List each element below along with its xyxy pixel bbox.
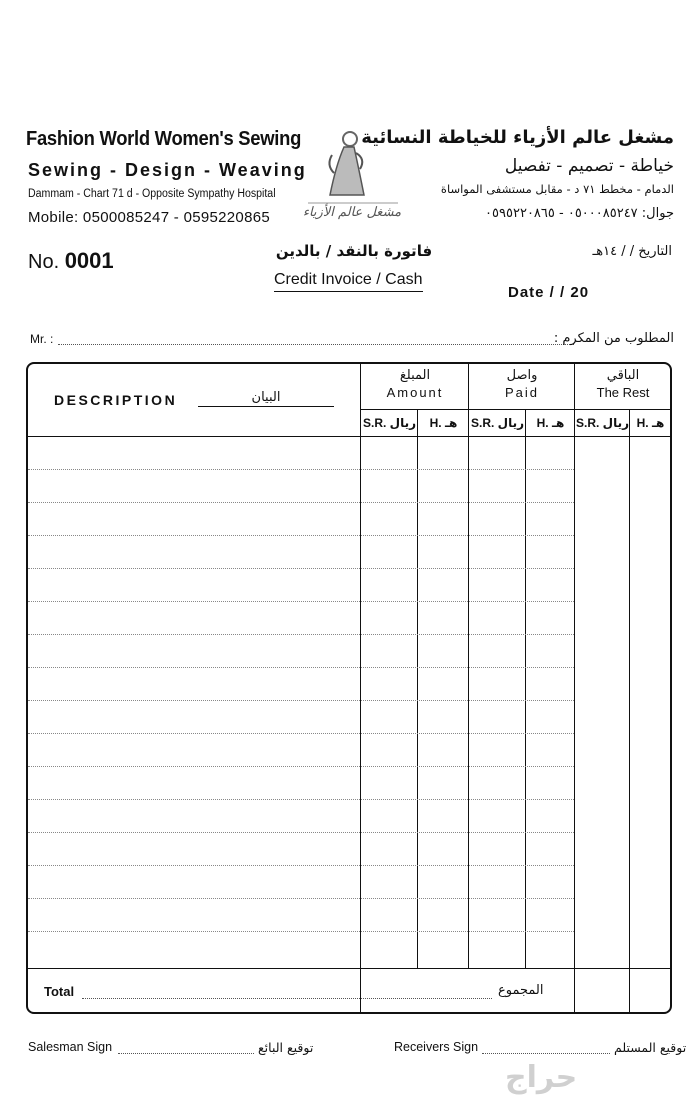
customer-label-ar: المطلوب من المكرم :: [553, 331, 674, 346]
rest-sr-header: S.R. ريال: [576, 416, 630, 430]
shop-services-ar: خياطة - تصميم - تفصيل: [504, 156, 674, 176]
entry-row[interactable]: [28, 832, 574, 833]
col-divider: [629, 409, 630, 1014]
entry-row[interactable]: [28, 898, 574, 899]
invoice-type-ar: فاتورة بالنقد / بالدين: [275, 242, 433, 260]
rest-h-header: H. هـ: [636, 416, 665, 430]
items-table: [26, 362, 672, 1014]
entry-row[interactable]: [28, 568, 574, 569]
entry-row[interactable]: [28, 865, 574, 866]
total-field[interactable]: [82, 998, 492, 999]
logo-caption: مشغل عالم الأزياء: [302, 205, 402, 220]
entry-row[interactable]: [28, 634, 574, 635]
shop-address-en: Dammam - Chart 71 d - Opposite Sympathy Hospital: [28, 188, 276, 200]
entry-row[interactable]: [28, 766, 574, 767]
salesman-sign-label-en: Salesman Sign: [28, 1040, 113, 1054]
paid-h-header: H. هـ: [536, 416, 565, 430]
shop-mobile-en: Mobile: 0500085247 - 0595220865: [28, 209, 270, 226]
customer-line[interactable]: [30, 330, 674, 350]
rest-header-en: The Rest: [596, 385, 650, 400]
amount-h-header: H. هـ: [429, 416, 458, 430]
paid-header-en: Paid: [504, 385, 540, 400]
haraj-watermark: حراج: [505, 1060, 578, 1095]
rest-header: [576, 368, 670, 400]
rest-header-ar: الباقي: [606, 368, 640, 383]
subheader-line: [360, 409, 670, 410]
col-divider: [574, 364, 575, 1014]
col-divider: [468, 364, 469, 968]
invoice-number: [28, 248, 114, 274]
amount-sr-header: S.R. ريال: [362, 416, 416, 430]
customer-name-field[interactable]: [58, 344, 574, 345]
total-label-en: Total: [44, 984, 75, 999]
description-header-ar: البيان: [198, 390, 334, 407]
shop-mobile-ar: جوال: ٠٥٠٠٠٨٥٢٤٧ - ٠٥٩٥٢٢٠٨٦٥: [485, 206, 674, 221]
description-header-en: DESCRIPTION: [54, 392, 178, 408]
date-field-en[interactable]: Date / / 20: [508, 284, 590, 301]
entry-row[interactable]: [28, 733, 574, 734]
invoice-type-en: Credit Invoice / Cash: [274, 271, 423, 292]
col-divider: [417, 409, 418, 968]
entry-row[interactable]: [28, 700, 574, 701]
date-field-ar[interactable]: التاريخ / / ١٤هـ: [592, 244, 672, 259]
shop-name-en: Fashion World Women's Sewing: [26, 128, 302, 150]
paid-header-ar: واصل: [506, 368, 538, 383]
invoice-number-label: No.: [28, 251, 60, 273]
entry-row[interactable]: [28, 931, 574, 932]
entry-row[interactable]: [28, 502, 574, 503]
shop-address-ar: الدمام - مخطط ٧١ د - مقابل مستشفى المواساة: [440, 182, 674, 196]
invoice-number-value: 0001: [64, 248, 114, 273]
shop-name-ar: مشغل عالم الأزياء للخياطة النسائية: [361, 127, 674, 148]
paid-sr-header: S.R. ريال: [470, 416, 524, 430]
shop-services-en: Sewing - Design - Weaving: [28, 160, 307, 180]
customer-label-en: Mr. :: [30, 332, 54, 346]
entry-row[interactable]: [28, 601, 574, 602]
receiver-sign-label-ar: توقيع المستلم: [614, 1040, 687, 1055]
paid-header: [470, 368, 574, 400]
entry-row[interactable]: [28, 799, 574, 800]
entry-row[interactable]: [28, 535, 574, 536]
entry-row[interactable]: [28, 667, 574, 668]
col-divider: [360, 364, 361, 1014]
total-label-ar: المجموع: [498, 983, 544, 998]
amount-header-en: Amount: [386, 385, 444, 400]
amount-header-ar: المبلغ: [399, 368, 431, 383]
receiver-sign-field[interactable]: [482, 1053, 610, 1054]
salesman-sign-field[interactable]: [118, 1053, 254, 1054]
entry-row[interactable]: [28, 469, 574, 470]
salesman-sign-label-ar: توقيع البائع: [258, 1040, 314, 1055]
receiver-sign-label-en: Receivers Sign: [394, 1040, 479, 1054]
amount-header: [362, 368, 468, 400]
col-divider: [525, 409, 526, 968]
